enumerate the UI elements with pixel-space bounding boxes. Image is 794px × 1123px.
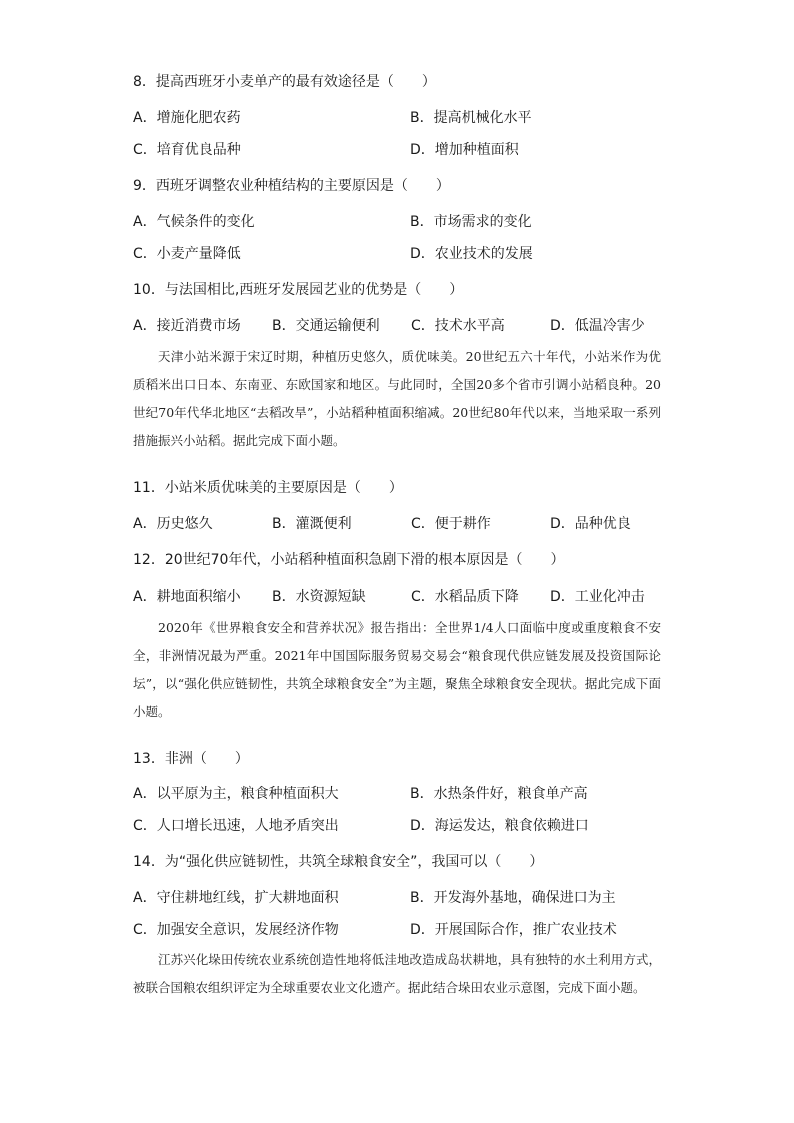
question-12-stem: 12．20世纪70年代，小站稻种植面积急剧下滑的根本原因是（ ）: [133, 552, 565, 568]
question-14-option-b: B．开发海外基地，确保进口为主: [410, 890, 616, 906]
question-10-option-c: C．技术水平高: [411, 318, 505, 334]
question-12-option-c: C．水稻品质下降: [411, 589, 519, 605]
question-10-stem: 10．与法国相比,西班牙发展园艺业的优势是（ ）: [133, 282, 464, 298]
question-9-option-d: D．农业技术的发展: [410, 246, 533, 262]
question-10-options: [133, 316, 693, 336]
question-10-option-b: B．交通运输便利: [272, 318, 380, 334]
question-13-option-c: C．人口增长迅速，人地矛盾突出: [133, 818, 339, 834]
question-12-option-d: D．工业化冲击: [550, 589, 645, 605]
question-12-options: [133, 587, 693, 607]
question-8-options-row2: [133, 140, 693, 160]
question-14-option-d: D．开展国际合作，推广农业技术: [410, 922, 617, 938]
question-14-options-row2: [133, 920, 693, 940]
question-9-stem: 9．西班牙调整农业种植结构的主要原因是（ ）: [133, 178, 450, 194]
passage-duotian-agriculture: 江苏兴化垛田传统农业系统创造性地将低洼地改造成岛状耕地，具有独特的水土利用方式，被联合国粮农组织评定为全球重要农业文化遗产。据此结合垛田农业示意图，完成下面小题。: [133, 952, 661, 995]
question-8-stem: 8．提高西班牙小麦单产的最有效途径是（ ）: [133, 74, 436, 90]
passage-xiaozhan-rice: 天津小站米源于宋辽时期，种植历史悠久，质优味美。20世纪五六十年代，小站米作为优质稻米出口日本、东南亚、东欧国家和地区。与此同时，全国20多个省市引调小站稻良种。20世纪70年代华北地区“去稻改旱”，小站稻种植面积缩减。20世纪80年代以来，当地采取一系列措施振兴小站稻。据此完成下面小题。: [133, 349, 661, 448]
question-14-option-c: C．加强安全意识，发展经济作物: [133, 922, 339, 938]
question-13-options-row1: [133, 784, 693, 804]
question-10-option-a: A．接近消费市场: [133, 318, 241, 334]
question-9-option-c: C．小麦产量降低: [133, 246, 241, 262]
question-13-option-d: D．海运发达，粮食依赖进口: [410, 818, 589, 834]
question-11-option-a: A．历史悠久: [133, 516, 213, 532]
question-12-option-a: A．耕地面积缩小: [133, 589, 241, 605]
question-8-option-b: B．提高机械化水平: [410, 110, 532, 126]
question-8-option-c: C．培育优良品种: [133, 142, 241, 158]
question-14-option-a: A．守住耕地红线，扩大耕地面积: [133, 890, 339, 906]
question-11-stem: 11．小站米质优味美的主要原因是（ ）: [133, 480, 403, 496]
question-8-option-d: D．增加种植面积: [410, 142, 519, 158]
question-11-option-c: C．便于耕作: [411, 516, 491, 532]
question-13-option-a: A．以平原为主，粮食种植面积大: [133, 786, 339, 802]
question-12-option-b: B．水资源短缺: [272, 589, 366, 605]
question-8-options-row1: [133, 108, 693, 128]
question-9-option-a: A．气候条件的变化: [133, 214, 255, 230]
question-14-stem: 14．为“强化供应链韧性，共筑全球粮食安全”，我国可以（ ）: [133, 854, 544, 870]
question-11-option-d: D．品种优良: [550, 516, 631, 532]
question-11-option-b: B．灌溉便利: [272, 516, 352, 532]
question-9-options-row2: [133, 244, 693, 264]
question-9-option-b: B．市场需求的变化: [410, 214, 532, 230]
passage-food-security: 2020年《世界粮食安全和营养状况》报告指出：全世界1/4人口面临中度或重度粮食不安全，非洲情况最为严重。2021年中国国际服务贸易交易会“粮食现代供应链发展及投资国际论坛”，以“强化供应链韧性，共筑全球粮食安全”为主题，聚焦全球粮食安全现状。据此完成下面小题。: [133, 620, 661, 719]
question-14-options-row1: [133, 888, 693, 908]
question-11-options: [133, 514, 693, 534]
question-13-option-b: B．水热条件好，粮食单产高: [410, 786, 588, 802]
question-13-stem: 13．非洲（ ）: [133, 751, 249, 767]
question-13-options-row2: [133, 816, 693, 836]
question-9-options-row1: [133, 212, 693, 232]
question-8-option-a: A．增施化肥农药: [133, 110, 241, 126]
question-10-option-d: D．低温冷害少: [550, 318, 645, 334]
